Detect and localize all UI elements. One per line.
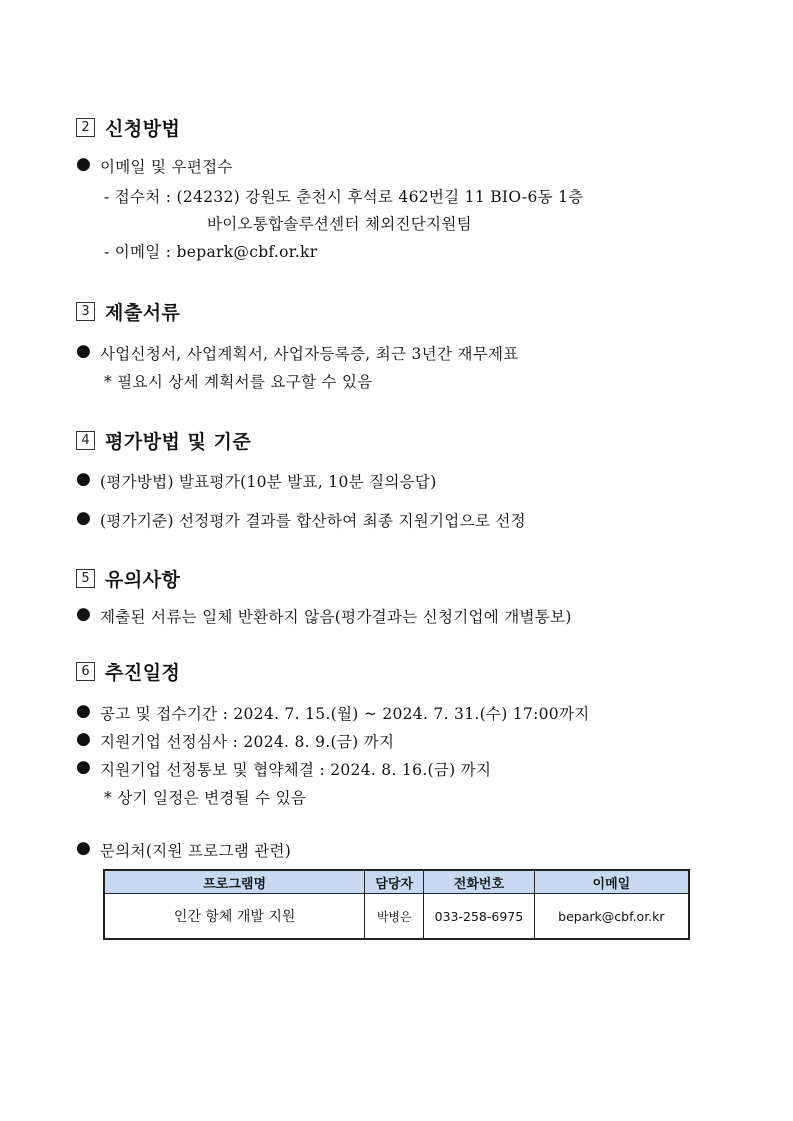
notice-text: 제출된 서류는 일체 반환하지 않음(평가결과는 신청기업에 개별통보) [100,608,572,626]
bullet-icon: ● [76,604,91,624]
bullet-icon: ● [76,757,91,777]
documents-list: 사업신청서, 사업계획서, 사업자등록증, 최근 3년간 재무제표 [100,345,519,363]
bullet-icon: ● [76,701,91,721]
header-program: 프로그램명 [104,870,365,894]
section-heading-documents [76,298,180,325]
documents-note: * 필요시 상세 계획서를 요구할 수 있음 [104,373,373,391]
section-heading-notice [76,565,180,592]
application-address-detail: 바이오통합솔루션센터 체외진단지원팀 [207,215,472,233]
section-number: 6 [76,662,95,681]
cell-program: 인간 항체 개발 지원 [104,894,365,940]
section-title: 유의사항 [105,569,181,591]
header-manager: 담당자 [365,870,424,894]
section-number: 4 [76,431,95,450]
schedule-note: * 상기 일정은 변경될 수 있음 [104,789,307,807]
section-heading-schedule [76,658,180,685]
section-title: 신청방법 [105,118,181,140]
bullet-icon: ● [76,729,91,749]
bullet-icon: ● [76,469,91,489]
schedule-item: 지원기업 선정심사 : 2024. 8. 9.(금) 까지 [100,733,395,751]
bullet-icon: ● [76,154,91,174]
header-email: 이메일 [534,870,689,894]
section-number: 5 [76,569,95,588]
cell-email: bepark@cbf.or.kr [534,894,689,940]
section-number: 2 [76,118,95,137]
schedule-item: 공고 및 접수기간 : 2024. 7. 15.(월) ~ 2024. 7. 31.(수) 17:00까지 [100,705,590,723]
application-method: 이메일 및 우편접수 [100,158,233,176]
schedule-item: 지원기업 선정통보 및 협약체결 : 2024. 8. 16.(금) 까지 [100,761,492,779]
contact-label: 문의처(지원 프로그램 관련) [100,842,292,860]
section-title: 제출서류 [105,302,181,324]
cell-manager: 박병은 [365,894,424,940]
header-phone: 전화번호 [424,870,535,894]
section-title: 평가방법 및 기준 [105,431,252,453]
evaluation-criteria: (평가기준) 선정평가 결과를 합산하여 최종 지원기업으로 선정 [100,512,526,530]
cell-phone: 033-258-6975 [424,894,535,940]
application-address: - 접수처 : (24232) 강원도 춘천시 후석로 462번길 11 BIO-6동 1층 [104,188,584,206]
table-row [104,894,689,940]
bullet-icon: ● [76,341,91,361]
bullet-icon: ● [76,838,91,858]
table-header-row [104,870,689,894]
section-title: 추진일정 [105,662,181,684]
evaluation-method: (평가방법) 발표평가(10분 발표, 10분 질의응답) [100,473,437,491]
contact-table [103,869,690,940]
section-number: 3 [76,302,95,321]
application-email: - 이메일 : bepark@cbf.or.kr [104,243,318,261]
section-heading-evaluation [76,427,251,454]
section-heading-application [76,114,180,141]
bullet-icon: ● [76,508,91,528]
